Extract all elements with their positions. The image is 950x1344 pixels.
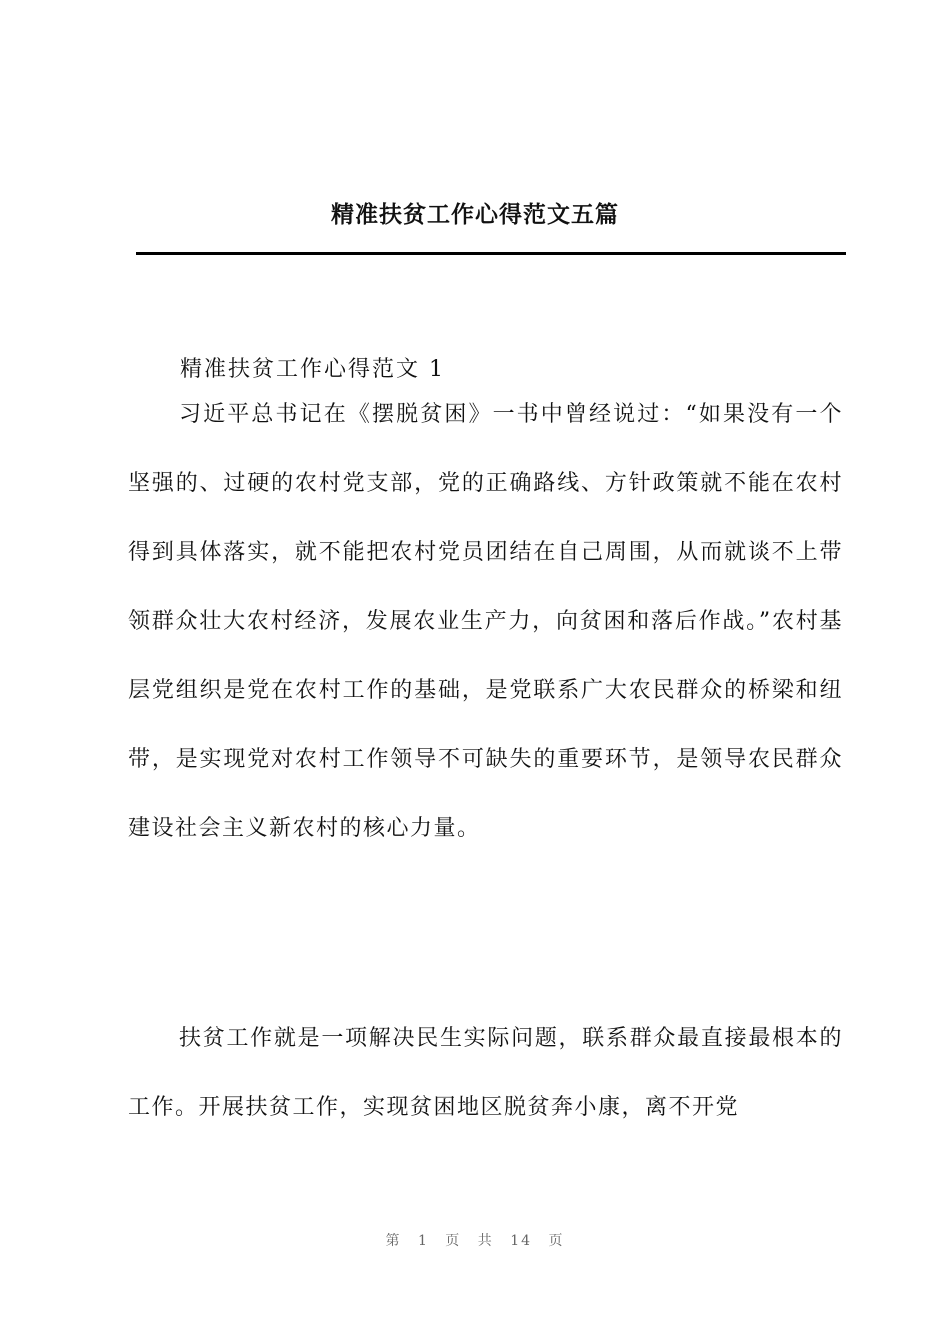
title-underline-rule xyxy=(136,252,846,255)
section-heading: 精准扶贫工作心得范文 1 xyxy=(180,357,445,382)
document-title: 精准扶贫工作心得范文五篇 xyxy=(331,201,619,228)
body-paragraph-2: 扶贫工作就是一项解决民生实际问题，联系群众最直接最根本的工作。开展扶贫工作，实现贫困地区脱贫奔小康，离不开党 xyxy=(128,1026,843,1120)
body-paragraph-1: 习近平总书记在《摆脱贫困》一书中曾经说过：“如果没有一个坚强的、过硬的农村党支部，党的正确路线、方针政策就不能在农村得到具体落实，就不能把农村党员团结在自己周围，从而就谈不上带领群众壮大农村经济，发展农业生产力，向贫困和落后作战。”农村基层党组织是党在农村工作的基础，是党联系广大农民群众的桥梁和纽带，是实现党对农村工作领导不可缺失的重要环节，是领导农民群众建设社会主义新农村的核心力量。 xyxy=(128,402,843,841)
page-number-footer: 第 1 页 共 14 页 xyxy=(385,1233,565,1249)
